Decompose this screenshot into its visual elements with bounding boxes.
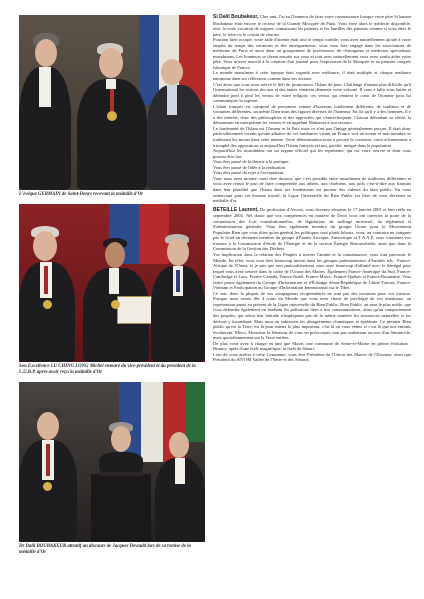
photo-caption-2: Son Excellence LU CHING LONG Michel entouré du vice-président et du président de la L.U.B.P. après avoir reçu la médaille d'Or [19, 364, 196, 375]
article-column [213, 14, 411, 363]
section2-paragraph-2: Vos implication dans la relation des Peuples à travers l'amitié et la connaissance, vous font parcourir le Monde. En effet, vous vous êtes beaucoup investi dans les groupes parlementaires d'Amitiés tels : France-Afrique de l'Ouest, et je sais que tout particulièrement vous avez beaucoup d'affinité avec le Sénégal pour lequel vous avez oeuvré dans le cadre de l'Union des Maires. Également France-Amérique du Sud, France-Cambodge et Laos, France-Canada, France-Israël, France-Maroc, France-Québec et France-Roumanie. Vous faites partie également du Groupe d'Information et d'Échange Sénat-République de Chine-Taïwan, France-Vietnam et Participation au Groupe d'Information International sur le Tibet. [213, 251, 411, 291]
section1-paragraph-7: Aujourd'hui les musulmans ont un organe officiel qui les représente, qui est votre oeuvre et dont vous pouvez être fier. [213, 148, 411, 159]
section2-paragraph-1: BETEILLE Laurent, De profession d'Avocat, vous devenez sénateur le 17 janvier 2001 et êtes réélu en septembre 2004. Nel doute que vos compétences en matière de Droit vous ont ouvertes la porte de la commission des Lois constitutionnelles, de législation, de suffrage universel, du règlement et d'administration générale. Vous êtes également membre du groupe Union pour le Mouvement Populaire.Bien que vous dites qu'en général les politiques sont plutôt hiboux, vous, au contraire ne craignez pas le froid en devenant membre du groupe d'Études Arctique, Antarctique et T.A.A.F. vous continuez vos travaux à la Commission d'étude de l'Énergie et de la section Énergie Renouvelable, ainsi que dans la Commission de la Gestion des Déchets. [213, 206, 412, 252]
section1-paragraph-11: Vous nous avez montré, mon cher docteur, que c'est possible entre musulmans de traditions différentes et vous avez réussi le pari de faire comprendre aux athées, aux chrétiens, aux juifs c'est-à-dire aux français dans leur pluralité que l'Islam dans ses fondements est porteur des valeurs du bien public. En vous remerciant pour cet énorme travail, la Ligue Universelle du Bien Public est fière de vous décerner sa médaille d'or. [213, 175, 411, 204]
section1-paragraph-6: Le fondement de l'Islam est l'Amour et la Paix mais ce n'est pas l'image généralement perçue. Il était donc particulièrement certain qu'une alliance de ces tendances vivant en France soit un acteur et non membre se traduisant les moins dans cette attente. Votre détermination nous a prouvé le contraire, votre acharnement a triomphé des oppositions et aujourd'hui l'Islam français est uni, pacifié, intégré dans la population. [213, 125, 411, 148]
section1-paragraph-9: Vous êtes passé de l'idée à la réalisation. [213, 164, 287, 170]
section1-paragraph-3: Le monde musulman à cette époque était regardé avec méfiance, il était multiple et chaque tendance autonome dans ses réflexions comme dans ses actions. [213, 70, 411, 82]
section1-paragraph-10: Vous êtes passé du rejet à l'acceptation. [213, 170, 285, 176]
photo-caption-1: L'évêque GERMAIN de Saint-Denys recevant la médaille d'Or [19, 192, 144, 197]
section1-paragraph-5: L'islam français est composé de personnes venant d'horizons totalement différents, de tradition et de coutumes différentes, un même Dieu mais des figures diverses de l'honneur. En toi qu'il y a des hommes, il y a des intérêts, donc des philosophies et des approches qui s'entrechoquent. Chacun défendant sa vérité, la démontrant en interprétant les versets et en appelant Mahomet à son secours. [213, 103, 411, 126]
photo-dalil-boubakeur [19, 382, 205, 542]
section2-paragraph-3: Ce soir, donc la plupart de vos compagnons récipiendaires ne sont pas des inconnus pour vos travaux. Puisque nous avons dès 4 coins du Monde que vous avez choisi de privilégié de vos attentions, un représentant passé au présent de la Ligue universelle du Bien Public. Bien Public, au sens le plus noble, que vous défendez également en étudiant les pollutions liées à nos consommations, ainsi qu'au comportement des peuples, qui selon leur latitude n'impliquent pas de la même manière les ressources naturelles et les déchets y incombant. Mais nous en subissons les désagréments climatiques et épidémie. Ce premier Bien public qu'est la Terre, est là pour mieux le plus important, c'est là où vous venez et c'est là que nos enfants évolueront. Merci, Monsieur le Sénateur de vous en préoccuper, non pas seulement au soir d'un féminicide, mais quotidiennement sur la Terre entière. [213, 290, 411, 341]
photo-caption-3: Dr Dalil BOUBAKEUR attentif au discours de Jacques Devauld lors de sa remise de la médaille d'Or [19, 544, 191, 555]
photo-column [19, 15, 205, 562]
section2-paragraph-5: Loin de vous arrêter à cette Commune, vous êtes Président de l'Union des Maires de l'Essonne, ainsi que Président du SIVOM Vallée de l'Yerre et des Sénarts. [213, 351, 411, 363]
photo-bishop-germain [19, 15, 205, 190]
section1-paragraph-2: Pourtant bien occupé, votre salle d'attente était tout le temps comble, vous avez naturellement ajouté à votre emploi du temps des vacations et des enseignements, vous vous êtes engagé dans les associations de médecins de Paris et aussi dans un groupement de professeurs, de chirurgiens et médecins spécialistes musulmans. Les honneurs se dirent ensuite sur vous et tout avec naturellement vous avez voulu aider votre père. Vous m'avez associé à la création d'un journal pour l'expression de la Mosquée et au premier congrès islamique de France. [213, 37, 411, 70]
section2-paragraph-4: De plus vous avez à charge en tant que Maire, une commune de Seine-et-Marne en pleine évolution : Brunoy, après d'une forêt magnifique, la forêt de Sénart. [213, 340, 411, 352]
section1-paragraph-1: Si Dalil Boubakeur, Cher ami, J'ai eu l'honneur de faire votre connaissance lorsque votre père Si hamza Boubakeur était encore le recteur de la Grande Mosquée de Paris. Vous étiez alors le médecin disponible, avec la vraie vocation de soigner, connaissant les patients et les familles des patients comme si vous étiez le père, le frère ou le cousin de chacun. [213, 14, 412, 37]
section1-lead: Si Dalil Boubakeur, [213, 14, 259, 20]
section1-paragraph-4: C'est alors que vous avez relevé le défi de promouvoir l'Islam de paix. Challenge d'autant plus difficile qu'à l'international les actions des uns et des autres venaient démentir votre volonté. Il vous a fallu vous battre et défendre pied à pied les vertus de votre religion, ces vertus qui rendent le cœur de l'homme pour lui communiquer la sagesse. [213, 81, 411, 104]
section2-lead: BETEILLE Laurent, [213, 206, 259, 213]
photo-lu-ching-long [19, 204, 205, 362]
section1-paragraph-8: Vous êtes passé de la théorie à la pratique. [213, 159, 290, 165]
